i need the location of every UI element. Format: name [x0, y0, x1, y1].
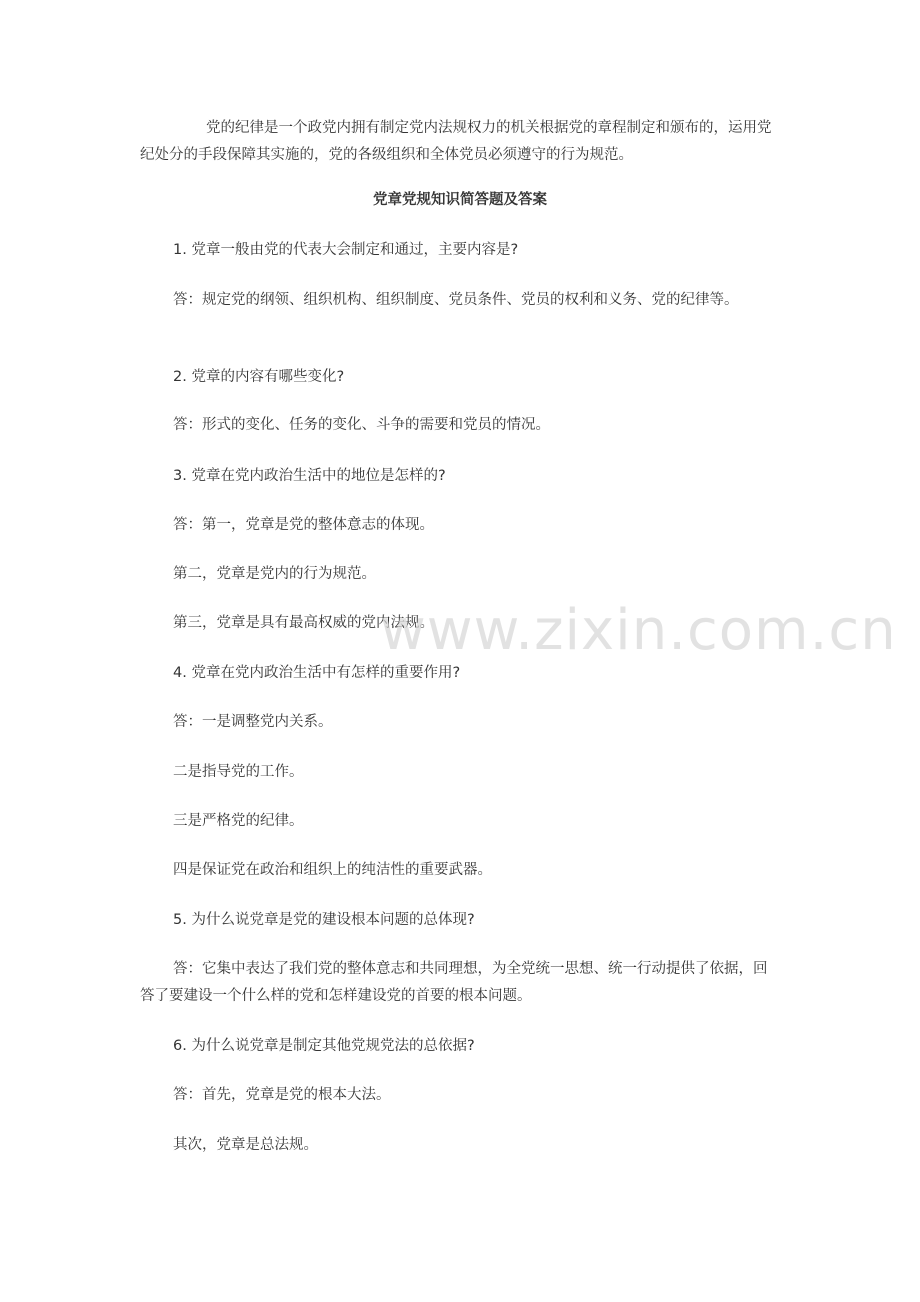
answer-2: 答：形式的变化、任务的变化、斗争的需要和党员的情况。	[173, 417, 550, 433]
question-3: 3. 党章在党内政治生活中的地位是怎样的?	[173, 468, 446, 484]
answer-4-line-4: 四是保证党在政治和组织上的纯洁性的重要武器。	[173, 862, 492, 878]
answer-5: 答：它集中表达了我们党的整体意志和共同理想，为全党统一思想、统一行动提供了依据，回答了要建设一个什么样的党和怎样建设党的首要的根本问题。	[140, 961, 768, 1004]
answer-3-line-1: 答：第一，党章是党的整体意志的体现。	[173, 517, 434, 533]
answer-6-line-2: 其次，党章是总法规。	[173, 1137, 318, 1153]
question-6: 6. 为什么说党章是制定其他党规党法的总依据?	[173, 1038, 475, 1054]
question-2: 2. 党章的内容有哪些变化?	[173, 369, 345, 385]
question-1: 1. 党章一般由党的代表大会制定和通过，主要内容是?	[173, 242, 519, 258]
answer-6-line-1: 答：首先，党章是党的根本大法。	[173, 1087, 391, 1103]
document-title: 党章党规知识简答题及答案	[373, 192, 547, 208]
answer-1: 答：规定党的纲领、组织机构、组织制度、党员条件、党员的权利和义务、党的纪律等。	[173, 292, 739, 308]
intro-paragraph: 党的纪律是一个政党内拥有制定党内法规权力的机关根据党的章程制定和颁布的，运用党纪处分的手段保障其实施的，党的各级组织和全体党员必须遵守的行为规范。	[140, 120, 772, 163]
answer-4-line-2: 二是指导党的工作。	[173, 764, 304, 780]
answer-3-line-3: 第三，党章是具有最高权威的党内法规。	[173, 615, 434, 631]
answer-3-line-2: 第二，党章是党内的行为规范。	[173, 566, 376, 582]
answer-4-line-1: 答：一是调整党内关系。	[173, 714, 333, 730]
answer-4-line-3: 三是严格党的纪律。	[173, 813, 304, 829]
question-5: 5. 为什么说党章是党的建设根本问题的总体现?	[173, 912, 475, 928]
watermark-text: www.zixin.com.cn	[380, 598, 897, 663]
question-4: 4. 党章在党内政治生活中有怎样的重要作用?	[173, 665, 461, 681]
